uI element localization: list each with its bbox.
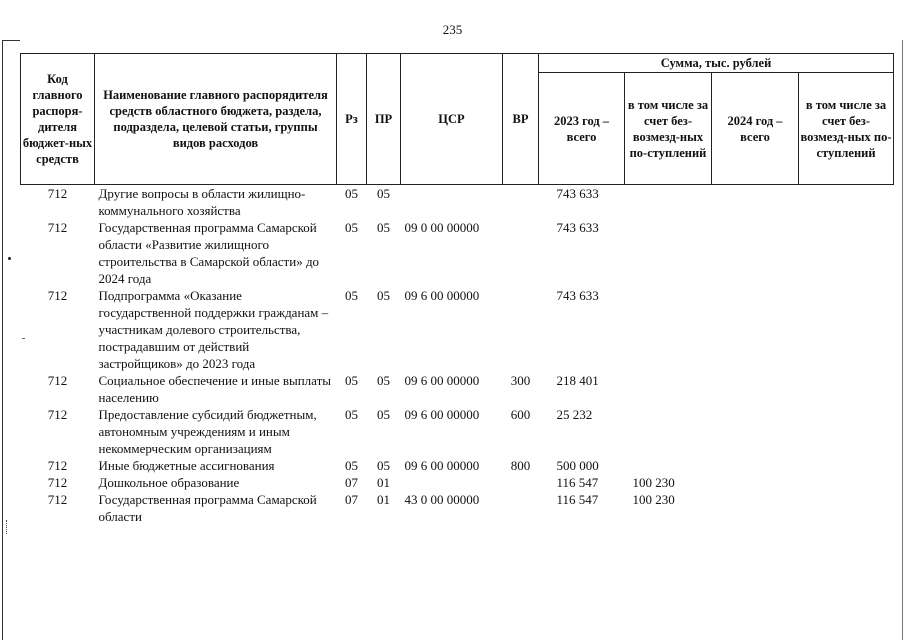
cell-code: 712 — [47, 492, 68, 507]
cell-pr: 05 — [377, 186, 390, 201]
cell-csr — [401, 474, 503, 491]
cell-vr — [503, 219, 539, 287]
cell-csr — [401, 185, 503, 220]
table-row — [21, 219, 894, 287]
cell-pr: 05 — [377, 458, 390, 473]
page-frame-left-edge — [2, 40, 3, 640]
cell-vr: 800 — [510, 458, 531, 473]
cell-free-2023 — [625, 287, 712, 372]
cell-sum-2024 — [712, 287, 799, 372]
header-code: Код главного распоря-дителя бюджет-ных средств — [21, 54, 95, 185]
table-row — [21, 406, 894, 457]
header-sum-group: Сумма, тыс. рублей — [539, 54, 894, 73]
table-row — [21, 491, 894, 525]
budget-table — [20, 53, 894, 525]
table-row — [21, 287, 894, 372]
cell-sum-2023: 743 633 — [556, 186, 599, 201]
cell-free-2024 — [799, 219, 894, 287]
cell-rz: 05 — [345, 220, 358, 235]
cell-name: Государственная программа Самарской области — [98, 492, 317, 524]
cell-free-2023 — [625, 372, 712, 406]
header-sum-2023: 2023 год – всего — [539, 73, 625, 185]
cell-vr — [503, 185, 539, 220]
cell-name: Подпрограмма «Оказание государственной поддержки гражданам – участникам долевого строительства, пострадавшим от действий застройщиков» до 2023 года — [98, 288, 329, 371]
cell-free-2023 — [625, 185, 712, 220]
cell-sum-2024 — [712, 406, 799, 457]
cell-csr: 09 6 00 00000 — [404, 458, 480, 473]
cell-vr — [503, 474, 539, 491]
cell-free-2024 — [799, 287, 894, 372]
cell-code: 712 — [47, 373, 68, 388]
cell-sum-2023: 218 401 — [556, 373, 599, 388]
cell-name: Социальное обеспечение и иные выплаты населению — [98, 373, 332, 405]
cell-csr: 09 6 00 00000 — [404, 288, 480, 303]
cell-rz: 07 — [345, 475, 358, 490]
cell-vr — [503, 287, 539, 372]
cell-free-2024 — [799, 474, 894, 491]
cell-rz: 05 — [345, 407, 358, 422]
cell-sum-2024 — [712, 185, 799, 220]
cell-sum-2023: 500 000 — [556, 458, 599, 473]
cell-csr: 09 0 00 00000 — [404, 220, 480, 235]
cell-sum-2024 — [712, 474, 799, 491]
page-frame-right-edge — [902, 40, 903, 640]
cell-vr: 600 — [510, 407, 531, 422]
cell-rz: 05 — [345, 373, 358, 388]
cell-free-2024 — [799, 372, 894, 406]
cell-code: 712 — [47, 458, 68, 473]
cell-free-2023 — [625, 457, 712, 474]
scan-dashed-mark — [6, 520, 8, 534]
cell-free-2024 — [799, 491, 894, 525]
cell-rz: 05 — [345, 288, 358, 303]
cell-csr: 09 6 00 00000 — [404, 407, 480, 422]
header-name: Наименование главного распорядителя средств областного бюджета, раздела, подраздела, целевой статьи, группы видов расходов — [95, 54, 337, 185]
cell-sum-2023: 743 633 — [556, 288, 599, 303]
table-row — [21, 185, 894, 220]
cell-free-2023: 100 230 — [632, 492, 675, 507]
cell-sum-2023: 116 547 — [556, 492, 599, 507]
table-row — [21, 372, 894, 406]
cell-free-2023: 100 230 — [632, 475, 675, 490]
cell-csr: 43 0 00 00000 — [404, 492, 480, 507]
cell-pr: 01 — [377, 475, 390, 490]
cell-pr: 05 — [377, 220, 390, 235]
cell-pr: 05 — [377, 288, 390, 303]
cell-code: 712 — [47, 220, 68, 235]
page-frame-top-edge — [2, 40, 20, 41]
page-number: 235 — [442, 22, 463, 37]
cell-code: 712 — [47, 475, 68, 490]
cell-name: Иные бюджетные ассигнования — [98, 458, 275, 473]
cell-pr: 05 — [377, 373, 390, 388]
cell-free-2024 — [799, 406, 894, 457]
scan-dot-mark — [8, 257, 11, 260]
cell-sum-2023: 743 633 — [556, 220, 599, 235]
cell-vr: 300 — [510, 373, 531, 388]
cell-pr: 05 — [377, 407, 390, 422]
cell-csr: 09 6 00 00000 — [404, 373, 480, 388]
cell-code: 712 — [47, 186, 68, 201]
cell-rz: 05 — [345, 458, 358, 473]
cell-free-2024 — [799, 185, 894, 220]
cell-name: Дошкольное образование — [98, 475, 240, 490]
cell-name: Предоставление субсидий бюджетным, автономным учреждениям и иным некоммерческим организациям — [98, 407, 317, 456]
cell-rz: 07 — [345, 492, 358, 507]
cell-sum-2024 — [712, 491, 799, 525]
cell-pr: 01 — [377, 492, 390, 507]
header-pr: ПР — [367, 54, 401, 185]
header-csr: ЦСР — [401, 54, 503, 185]
cell-free-2023 — [625, 406, 712, 457]
table-row — [21, 457, 894, 474]
cell-sum-2024 — [712, 372, 799, 406]
header-vr: ВР — [503, 54, 539, 185]
cell-sum-2023: 25 232 — [556, 407, 593, 422]
cell-free-2023 — [625, 219, 712, 287]
header-sum-2024: 2024 год – всего — [712, 73, 799, 185]
cell-rz: 05 — [345, 186, 358, 201]
cell-name: Государственная программа Самарской области «Развитие жилищного строительства в Самарской области» до 2024 года — [98, 220, 320, 286]
header-free-2024: в том числе за счет без-возмезд-ных по-ступлений — [799, 73, 894, 185]
cell-sum-2023: 116 547 — [556, 475, 599, 490]
cell-vr — [503, 491, 539, 525]
cell-code: 712 — [47, 407, 68, 422]
header-free-2023: в том числе за счет без-возмезд-ных по-ступлений — [625, 73, 712, 185]
header-rz: Рз — [337, 54, 367, 185]
cell-name: Другие вопросы в области жилищно-коммунального хозяйства — [98, 186, 306, 218]
cell-sum-2024 — [712, 457, 799, 474]
header-row-top — [21, 54, 894, 73]
cell-sum-2024 — [712, 219, 799, 287]
cell-code: 712 — [47, 288, 68, 303]
table-row — [21, 474, 894, 491]
cell-free-2024 — [799, 457, 894, 474]
